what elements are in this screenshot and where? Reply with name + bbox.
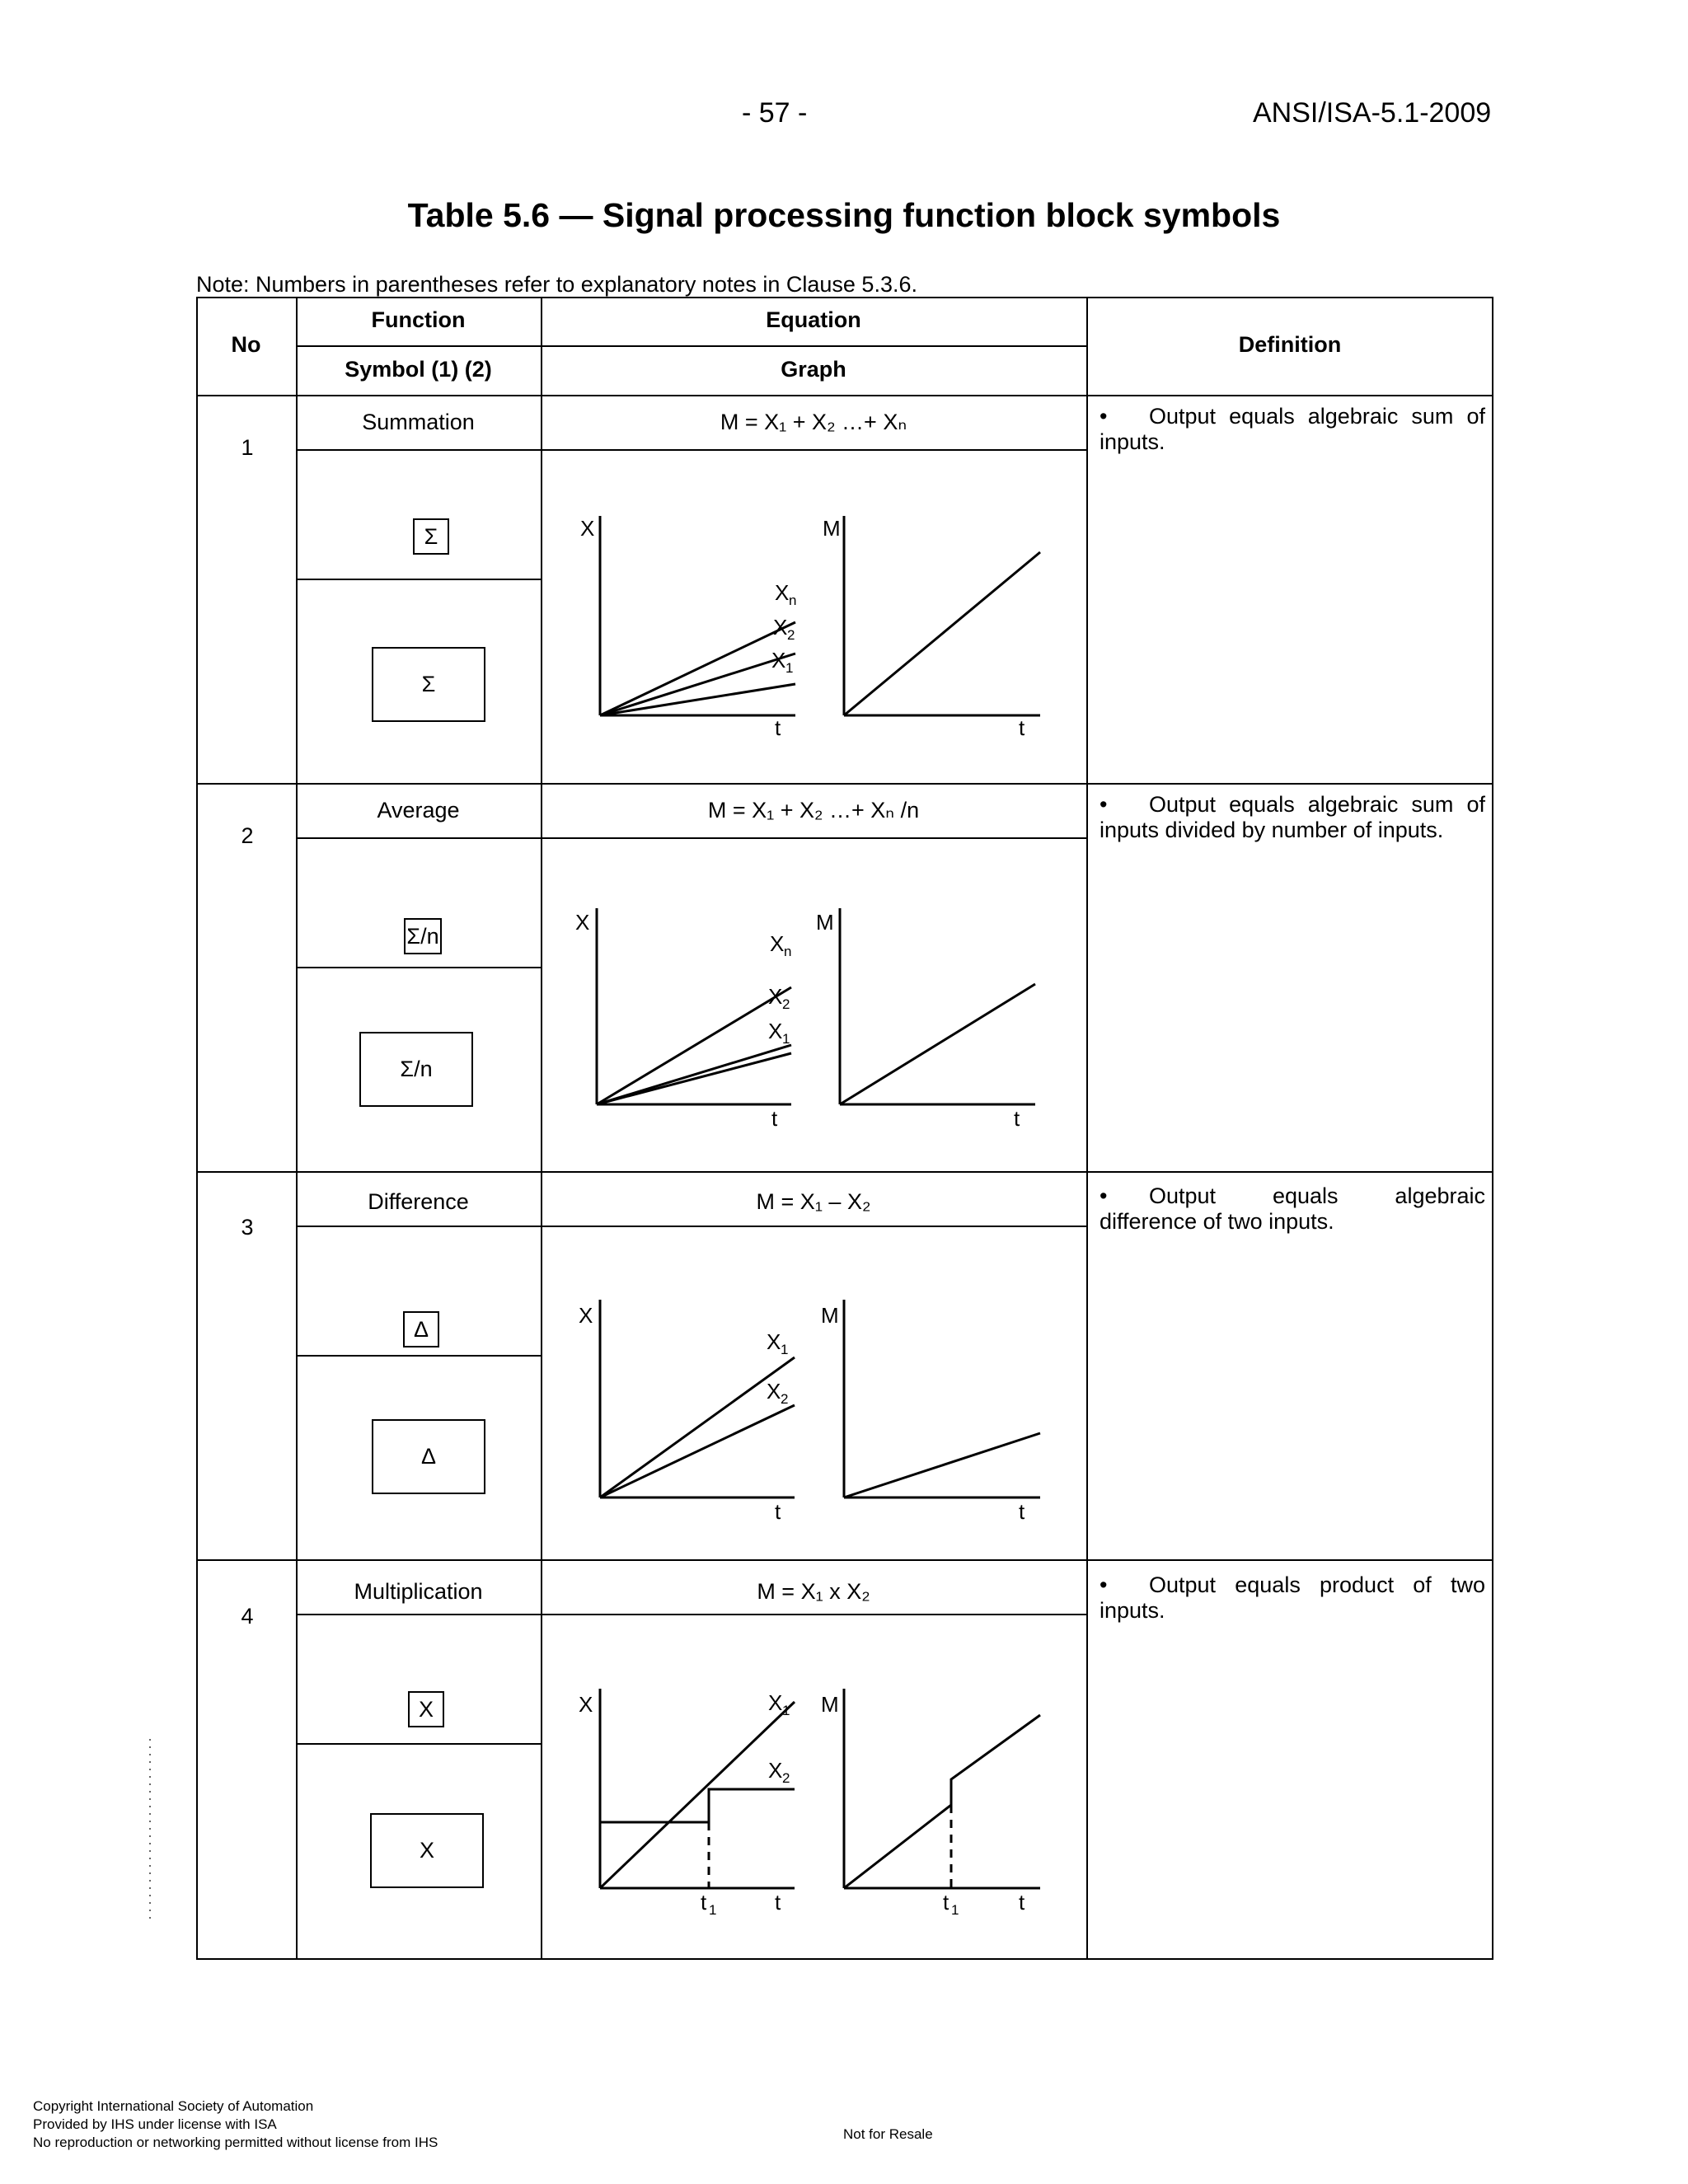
footer-line: Copyright International Society of Automation: [33, 2098, 314, 2114]
definition: [1100, 1572, 1485, 1624]
header-equation: Equation: [766, 307, 861, 332]
t-label: t: [1019, 1890, 1025, 1915]
definition-text: Output equals product of two inputs.: [1100, 1572, 1485, 1623]
header-no: No: [231, 332, 261, 357]
t-label: t: [1019, 715, 1025, 740]
average-symbol-small: Σ/n: [404, 918, 442, 954]
multiplication-symbol-large: X: [370, 1813, 484, 1888]
copyright-footer: [33, 2097, 438, 2152]
row-number: 4: [241, 1604, 254, 1629]
series-subscript: 1: [785, 660, 794, 676]
definition-text: Output equals algebraic sum of inputs divided by number of inputs.: [1100, 792, 1485, 842]
series-label: X: [768, 1690, 783, 1715]
equation: M = X₁ + X₂ …+ Xₙ /n: [707, 798, 920, 823]
m-axis-label: M: [823, 516, 841, 541]
not-for-resale: Not for Resale: [843, 2126, 933, 2142]
row-number: 1: [241, 435, 254, 460]
x-axis-label: X: [579, 1303, 593, 1328]
definition: [1100, 792, 1485, 843]
t-label: t: [1014, 1106, 1020, 1131]
t-label: t: [1019, 1499, 1025, 1524]
table-note: Note: Numbers in parentheses refer to explanatory notes in Clause 5.3.6.: [196, 272, 917, 297]
x-axis-label: X: [580, 516, 595, 541]
series-label: X: [768, 1758, 783, 1783]
series-subscript: 1: [782, 1703, 790, 1718]
summation-graph: [560, 503, 1071, 750]
footer-line: Provided by IHS under license with ISA: [33, 2116, 277, 2132]
function-name: Difference: [368, 1189, 469, 1214]
x-axis-label: X: [575, 910, 590, 935]
series-subscript: 2: [782, 996, 790, 1012]
t-label: t: [775, 715, 781, 740]
series-subscript: n: [789, 593, 797, 608]
row-number: 2: [241, 823, 254, 848]
m-axis-label: M: [816, 910, 834, 935]
average-symbol-large: Σ/n: [359, 1032, 473, 1107]
bullet: •: [1100, 1183, 1108, 1208]
header-definition: Definition: [1238, 332, 1342, 357]
series-subscript: 1: [782, 1031, 790, 1047]
m-axis-label: M: [821, 1692, 839, 1717]
t1-label: t: [943, 1890, 950, 1915]
series-subscript: 2: [787, 627, 795, 643]
multiplication-graph: [560, 1677, 1071, 1924]
equation: M = X₁ x X₂: [757, 1579, 870, 1604]
t1-label: t: [701, 1890, 707, 1915]
function-name: Multiplication: [354, 1579, 483, 1604]
series-label: X: [775, 580, 790, 605]
page-number: - 57 -: [742, 97, 808, 129]
multiplication-symbol-small: X: [408, 1691, 444, 1727]
t-label: t: [775, 1499, 781, 1524]
x-axis-label: X: [579, 1692, 593, 1717]
definition-text: Output equals algebraic sum of inputs.: [1100, 404, 1485, 454]
series-subscript: 1: [781, 1342, 789, 1357]
series-label: X: [767, 1379, 781, 1404]
bullet: •: [1100, 1572, 1108, 1597]
series-label: X: [773, 615, 788, 640]
difference-symbol-large: Δ: [372, 1419, 485, 1494]
t-label: t: [775, 1890, 781, 1915]
function-name: Average: [377, 798, 460, 823]
difference-graph: [560, 1290, 1071, 1537]
footer-line: No reproduction or networking permitted without license from IHS: [33, 2135, 438, 2150]
summation-symbol-large: Σ: [372, 647, 485, 722]
t-label: t: [771, 1106, 778, 1131]
function-name: Summation: [362, 410, 475, 434]
row-number: 3: [241, 1215, 254, 1240]
document-id: ANSI/ISA-5.1-2009: [1253, 97, 1492, 129]
series-subscript: 2: [782, 1770, 790, 1786]
t1-subscript: 1: [709, 1902, 717, 1918]
equation: M = X₁ + X₂ …+ Xₙ: [720, 410, 907, 434]
series-label: X: [771, 648, 786, 673]
margin-marks: [145, 1739, 155, 1920]
series-label: X: [768, 1019, 783, 1043]
equation: M = X₁ – X₂: [756, 1189, 871, 1214]
difference-symbol-small: Δ: [403, 1311, 439, 1347]
definition: [1100, 404, 1485, 455]
summation-symbol-small: Σ: [413, 518, 449, 555]
header-function: Function: [371, 307, 466, 332]
series-label: X: [768, 984, 783, 1009]
m-axis-label: M: [821, 1303, 839, 1328]
series-subscript: n: [784, 944, 792, 959]
definition-text: Output equals algebraic difference of two inputs.: [1100, 1183, 1485, 1234]
table-title: Table 5.6 — Signal processing function block symbols: [407, 196, 1281, 234]
bullet: •: [1100, 792, 1108, 817]
t1-subscript: 1: [951, 1902, 959, 1918]
bullet: •: [1100, 404, 1108, 429]
series-label: X: [767, 1329, 781, 1354]
header-symbol: Symbol (1) (2): [345, 357, 492, 382]
series-label: X: [770, 931, 785, 956]
series-subscript: 2: [781, 1391, 789, 1407]
average-graph: [560, 898, 1071, 1146]
definition: [1100, 1183, 1485, 1235]
header-graph: Graph: [781, 357, 846, 382]
